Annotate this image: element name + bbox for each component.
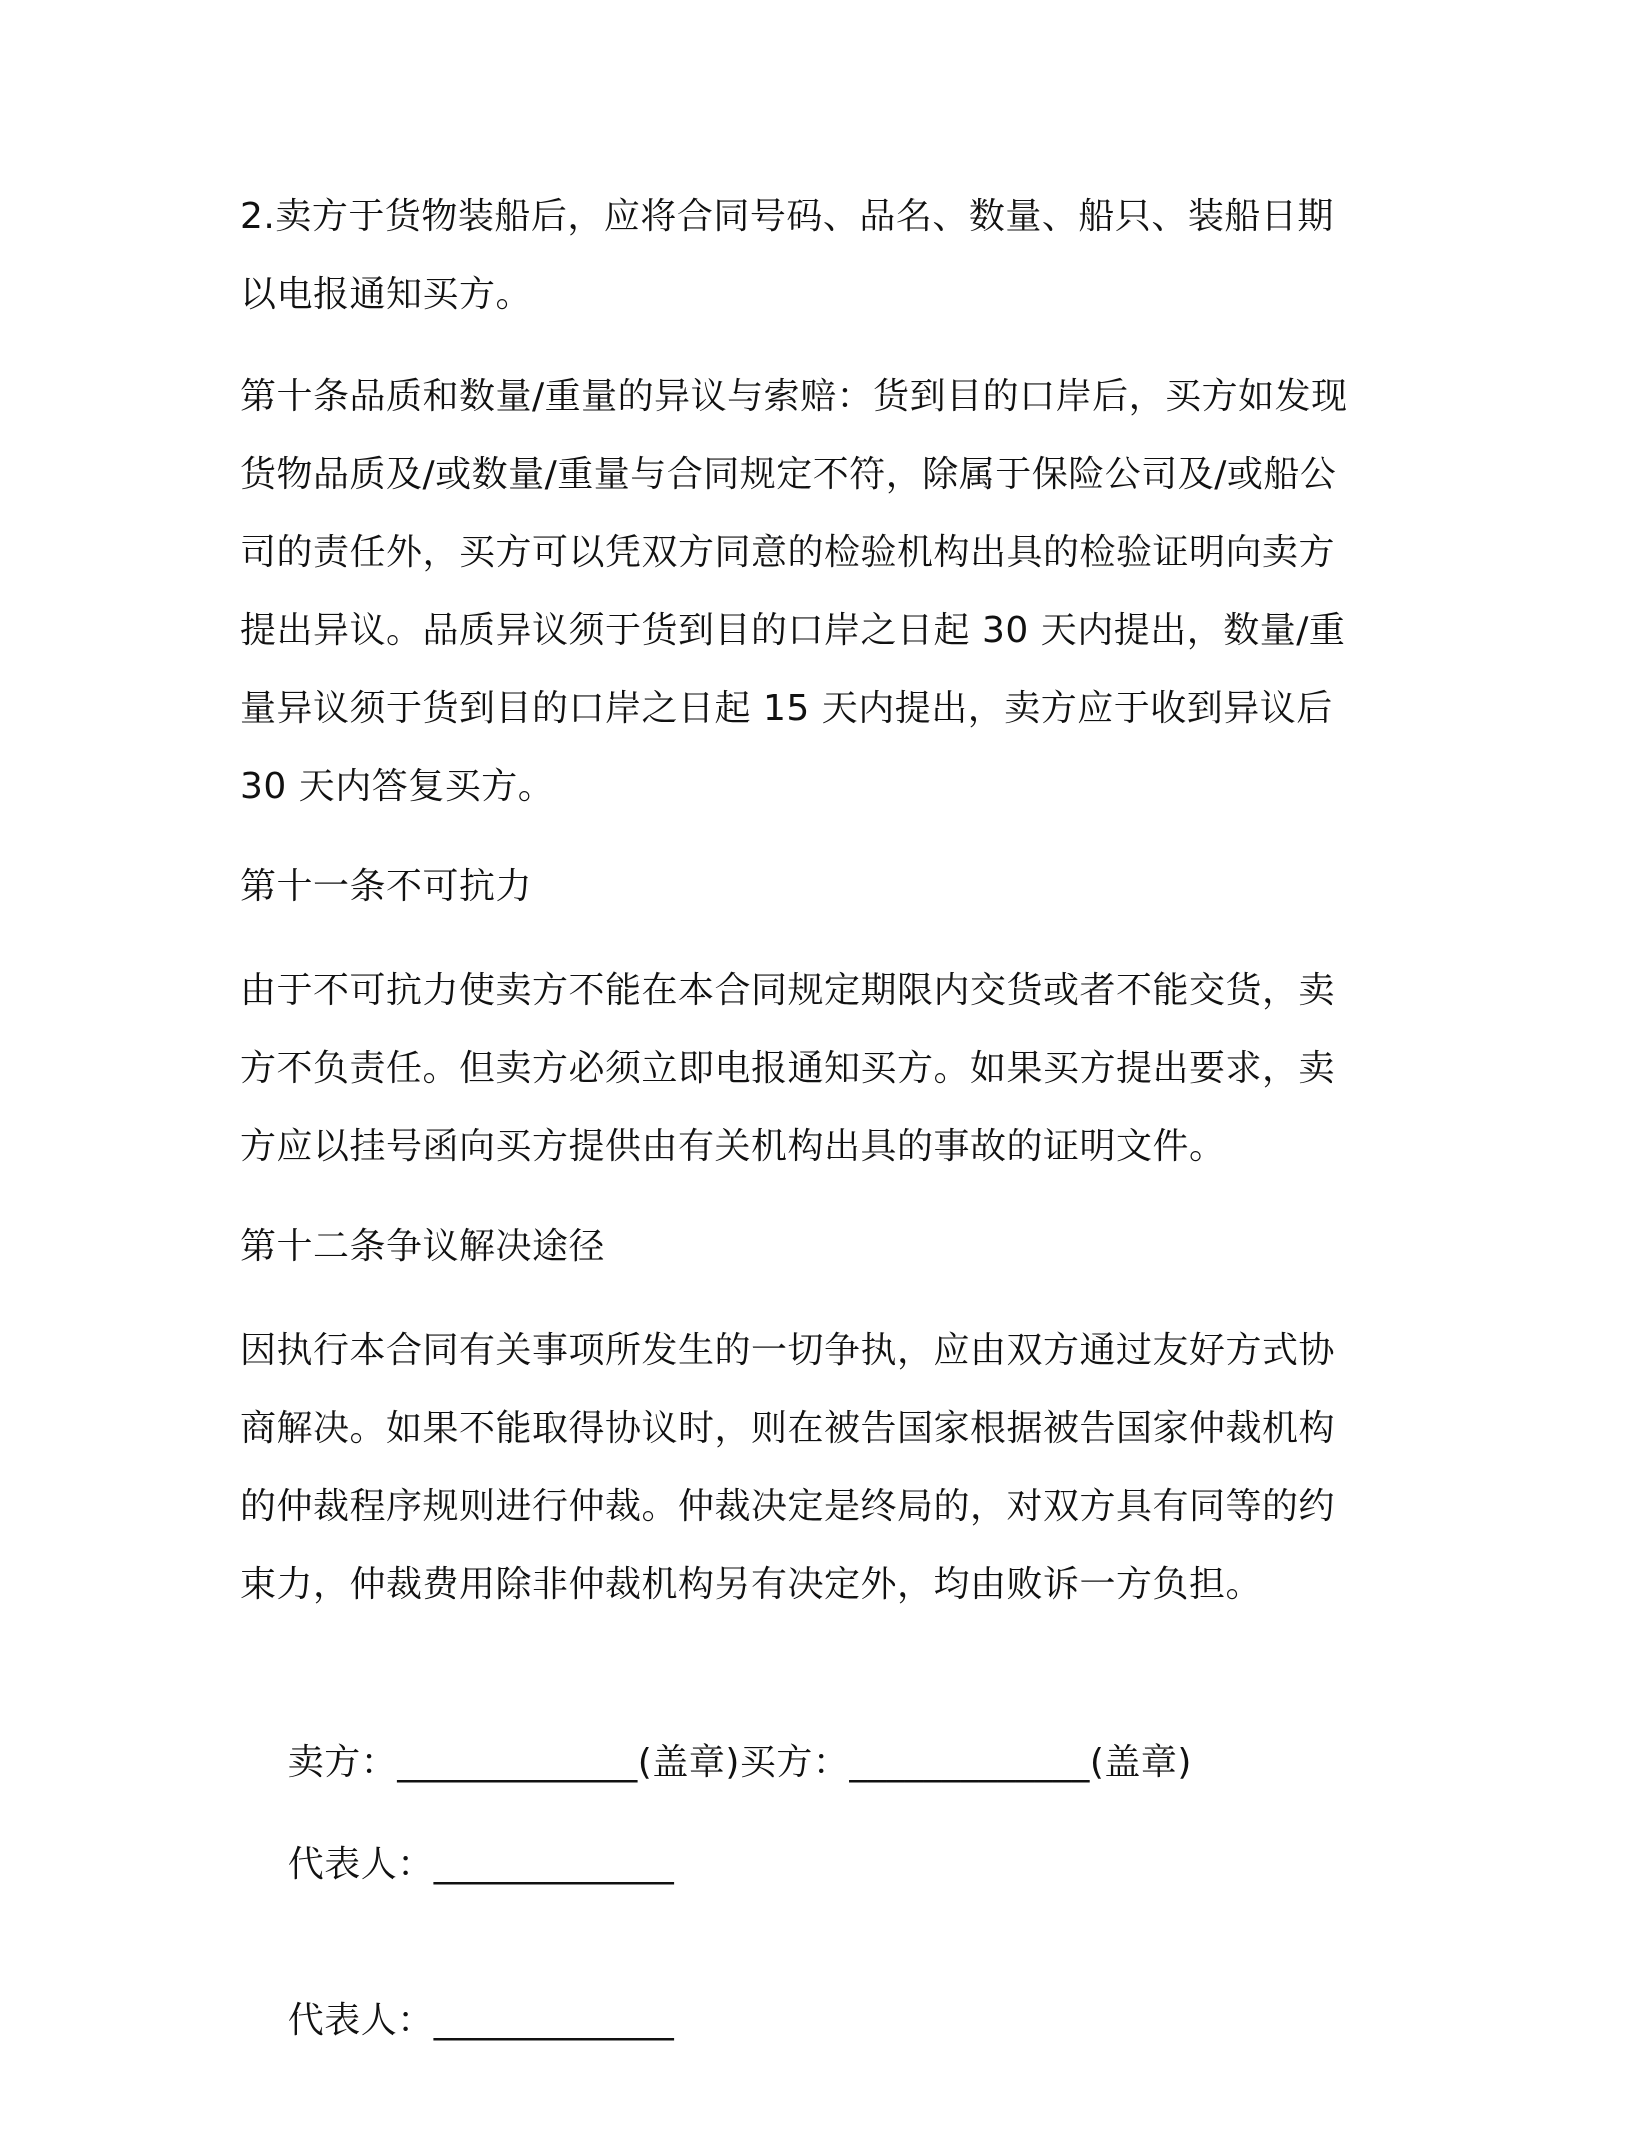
clause-9-item-2 bbox=[240, 178, 1390, 334]
clause-10-quality-claims bbox=[240, 358, 1390, 826]
seller-buyer-seal-text: 卖方：_____________(盖章)买方：_____________(盖章) bbox=[287, 1742, 1192, 1783]
seller-representative: 代表人：_____________ bbox=[287, 1844, 675, 1885]
paragraph-line: 2.卖方于货物装船后，应将合同号码、品名、数量、船只、装船日期 bbox=[240, 196, 1334, 237]
section-heading: 第十二条争议解决途径 bbox=[240, 1226, 606, 1267]
clause-12-heading bbox=[240, 1208, 1390, 1286]
paragraph-line: 因执行本合同有关事项所发生的一切争执，应由双方通过友好方式协 bbox=[240, 1330, 1336, 1371]
paragraph-line: 货物品质及/或数量/重量与合同规定不符，除属于保险公司及/或船公 bbox=[240, 454, 1337, 495]
clause-11-force-majeure bbox=[240, 952, 1390, 1186]
paragraph-line: 司的责任外，买方可以凭双方同意的检验机构出具的检验证明向卖方 bbox=[240, 532, 1336, 573]
paragraph-line: 提出异议。品质异议须于货到目的口岸之日起 30 天内提出，数量/重 bbox=[240, 610, 1346, 651]
representatives-line bbox=[240, 1748, 674, 2138]
clause-11-heading bbox=[240, 848, 1390, 926]
paragraph-line: 30 天内答复买方。 bbox=[240, 766, 555, 807]
clause-12-dispute-resolution bbox=[240, 1312, 1390, 1624]
paragraph-line: 第十条品质和数量/重量的异议与索赔：货到目的口岸后，买方如发现 bbox=[240, 376, 1348, 417]
paragraph-line: 的仲裁程序规则进行仲裁。仲裁决定是终局的，对双方具有同等的约 bbox=[240, 1486, 1336, 1527]
paragraph-line: 量异议须于货到目的口岸之日起 15 天内提出，卖方应于收到异议后 bbox=[240, 688, 1333, 729]
paragraph-line: 商解决。如果不能取得协议时，则在被告国家根据被告国家仲裁机构 bbox=[240, 1408, 1336, 1449]
paragraph-line: 方不负责任。但卖方必须立即电报通知买方。如果买方提出要求，卖 bbox=[240, 1048, 1336, 1089]
section-heading: 第十一条不可抗力 bbox=[240, 866, 533, 907]
paragraph-line: 方应以挂号函向买方提供由有关机构出具的事故的证明文件。 bbox=[240, 1126, 1226, 1167]
buyer-representative: 代表人：_____________ bbox=[287, 2000, 675, 2041]
paragraph-line: 束力，仲裁费用除非仲裁机构另有决定外，均由败诉一方负担。 bbox=[240, 1564, 1263, 1605]
paragraph-line: 由于不可抗力使卖方不能在本合同规定期限内交货或者不能交货，卖 bbox=[240, 970, 1336, 1011]
paragraph-line: 以电报通知买方。 bbox=[240, 274, 533, 315]
